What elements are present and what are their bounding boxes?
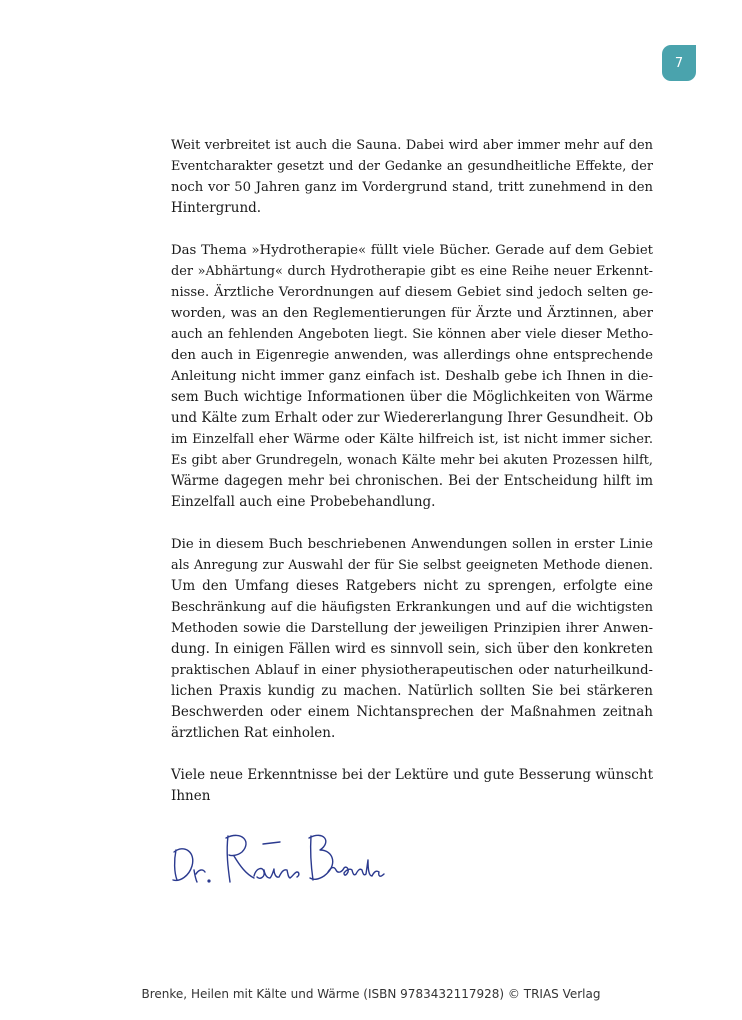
body-text [171,135,653,807]
text-line: Weit verbreitet ist auch die Sauna. Dabei wird aber immer mehr auf den [171,138,653,153]
text-line: den auch in Eigenregie anwenden, was allerdings ohne entsprechende [171,348,653,363]
paragraph [171,240,653,513]
page-number: 7 [674,55,684,71]
footer-citation: Brenke, Heilen mit Kälte und Wärme (ISBN 9783432117928) © TRIAS Verlag [141,987,601,1001]
text-line: Das Thema »Hydrotherapie« füllt viele Bücher. Gerade auf dem Gebiet [171,243,653,258]
text-line: lichen Praxis kundig zu machen. Natürlich sollten Sie bei stärkeren [171,683,653,699]
text-line: Anleitung nicht immer ganz einfach ist. Deshalb gebe ich Ihnen in die- [171,369,653,384]
text-line: der »Abhärtung« durch Hydrotherapie gibt es eine Reihe neuer Erkennt- [171,264,653,279]
text-line: im Einzelfall eher Wärme oder Kälte hilfreich ist, ist nicht immer sicher. [171,432,653,447]
text-line: Es gibt aber Grundregeln, wonach Kälte mehr bei akuten Prozessen hilft, [171,453,653,468]
text-line: praktischen Ablauf in einer physiotherapeutischen oder naturheilkund- [171,663,653,678]
text-line: dung. In einigen Fällen wird es sinnvoll sein, sich über den konkreten [171,641,653,657]
text-line: Methoden sowie die Darstellung der jeweiligen Prinzipien ihrer Anwen- [171,621,653,636]
text-line: Die in diesem Buch beschriebenen Anwendungen sollen in erster Linie [171,537,653,552]
text-line: nisse. Ärztliche Verordnungen auf diesem Gebiet sind jedoch selten ge- [171,285,653,300]
text-line: noch vor 50 Jahren ganz im Vordergrund stand, tritt zunehmend in den [171,180,653,195]
text-line: Einzelfall auch eine Probebehandlung. [171,494,436,510]
text-line: Um den Umfang dieses Ratgebers nicht zu sprengen, erfolgte eine [171,578,653,594]
text-line: sem Buch wichtige Informationen über die Möglichkeiten von Wärme [171,389,653,405]
text-line: Beschränkung auf die häufigsten Erkrankungen und auf die wichtigsten [171,600,653,615]
signature-image [168,822,388,892]
text-line: Eventcharakter gesetzt und der Gedanke an gesundheitliche Effekte, der [171,159,653,174]
text-line: Ihnen [171,788,211,804]
text-line: Hintergrund. [171,200,262,216]
text-line: Wärme dagegen mehr bei chronischen. Bei der Entscheidung hilft im [171,473,653,489]
text-line: worden, was an den Reglementierungen für Ärzte und Ärztinnen, aber [171,306,653,321]
paragraph [171,135,653,219]
text-line: auch an fehlenden Angeboten liegt. Sie können aber viele dieser Metho- [171,327,653,342]
text-line: ärztlichen Rat einholen. [171,725,336,741]
text-line: als Anregung zur Auswahl der für Sie selbst geeigneten Methode dienen. [171,558,653,573]
text-line: Beschwerden oder einem Nichtansprechen der Maßnahmen zeitnah [171,704,653,720]
paragraph [171,534,653,744]
text-line: Viele neue Erkenntnisse bei der Lektüre und gute Besserung wünscht [171,767,653,783]
page-number-badge [662,45,696,81]
text-line: und Kälte zum Erhalt oder zur Wiedererlangung Ihrer Gesundheit. Ob [171,410,653,426]
paragraph [171,765,653,807]
